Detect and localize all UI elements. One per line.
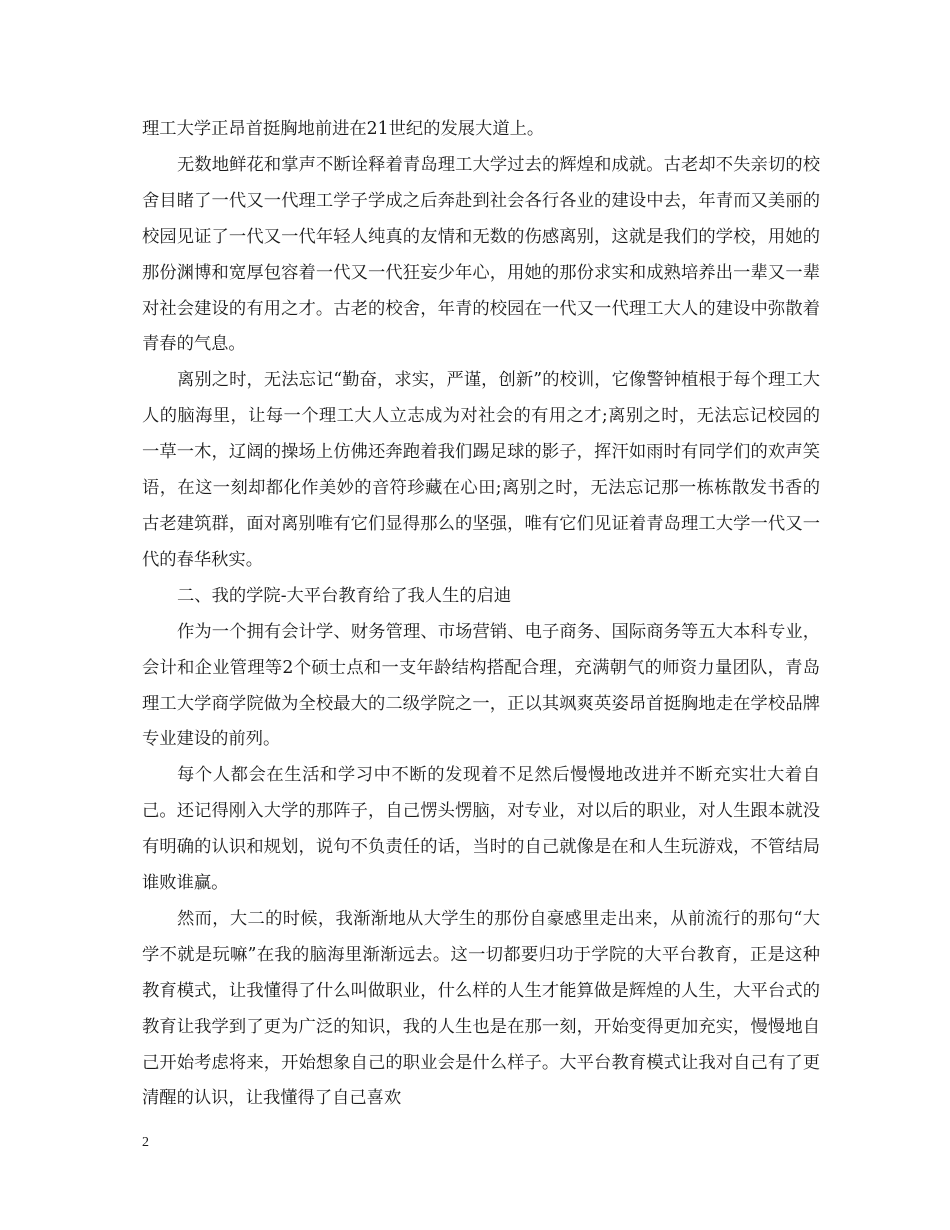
- paragraph-4: 作为一个拥有会计学、财务管理、市场营销、电子商务、国际商务等五大本科专业，会计和企业管理等2个硕士点和一支年龄结构搭配合理，充满朝气的师资力量团队，青岛理工大学商学院做为全校最大的二级学院之一，正以其飒爽英姿昂首挺胸地走在学校品牌专业建设的前列。: [142, 621, 820, 750]
- page-number: 2: [142, 1135, 149, 1150]
- section-heading: 二、我的学院-大平台教育给了我人生的启迪: [177, 585, 512, 606]
- paragraph-2: 无数地鲜花和掌声不断诠释着青岛理工大学过去的辉煌和成就。古老却不失亲切的校舍目睹了一代又一代理工学子学成之后奔赴到社会各行各业的建设中去，年青而又美丽的校园见证了一代又一代年轻人纯真的友情和无数的伤感离别，这就是我们的学校，用她的那份渊博和宽厚包容着一代又一代狂妄少年心，用她的那份求实和成熟培养出一辈又一辈对社会建设的有用之才。古老的校舍，年青的校园在一代又一代理工大人的建设中弥散着青春的气息。: [142, 154, 820, 355]
- paragraph-5: 每个人都会在生活和学习中不断的发现着不足然后慢慢地改进并不断充实壮大着自己。还记得刚入大学的那阵子，自己愣头愣脑，对专业，对以后的职业，对人生跟本就没有明确的认识和规划，说句不负责任的话，当时的自己就像是在和人生玩游戏，不管结局谁败谁赢。: [142, 765, 820, 894]
- paragraph-3: 离别之时，无法忘记“勤奋，求实，严谨，创新”的校训，它像警钟植根于每个理工大人的脑海里，让每一个理工大人立志成为对社会的有用之才;离别之时，无法忘记校园的一草一木，辽阔的操场上仿佛还奔跑着我们踢足球的影子，挥汗如雨时有同学们的欢声笑语，在这一刻却都化作美妙的音符珍藏在心田;离别之时，无法忘记那一栋栋散发书香的古老建筑群，面对离别唯有它们显得那么的坚强，唯有它们见证着青岛理工大学一代又一代的春华秋实。: [142, 370, 820, 570]
- paragraph-1: 理工大学正昂首挺胸地前进在21世纪的发展大道上。: [142, 119, 545, 139]
- paragraph-6: 然而，大二的时候，我渐渐地从大学生的那份自豪感里走出来，从前流行的那句“大学不就是玩嘛”在我的脑海里渐渐远去。这一切都要归功于学院的大平台教育，正是这种教育模式，让我懂得了什么叫做职业，什么样的人生才能算做是辉煌的人生，大平台式的教育让我学到了更为广泛的知识，我的人生也是在那一刻，开始变得更加充实，慢慢地自己开始考虑将来，开始想象自己的职业会是什么样子。大平台教育模式让我对自己有了更清醒的认识，让我懂得了自己喜欢: [142, 908, 820, 1109]
- document-body: [142, 112, 820, 1117]
